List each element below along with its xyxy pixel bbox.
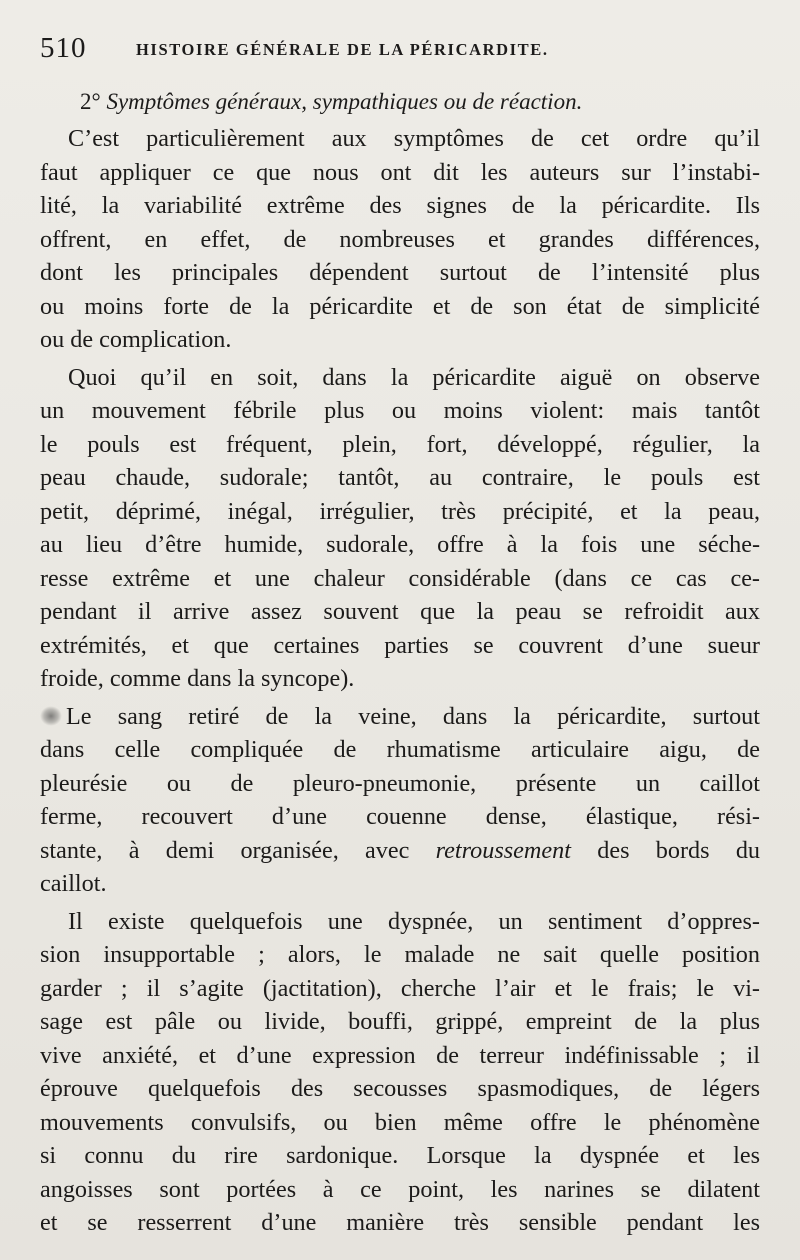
text-line: Il existe quelquefois une dyspnée, un sentiment d’oppres- (68, 907, 760, 935)
text-line: extrémités, et que certaines parties se couvrent d’une sueur (40, 631, 760, 659)
text-line: le pouls est fréquent, plein, fort, développé, régulier, la (40, 430, 760, 458)
text-line: peau chaude, sudorale; tantôt, au contraire, le pouls est (40, 464, 760, 491)
text-line: faut appliquer ce que nous ont dit les auteurs sur l’instabi- (40, 158, 760, 186)
paragraph-4 (40, 905, 760, 1240)
text-line: dont les principales dépendent surtout de l’intensité plus (40, 259, 760, 286)
page-header (40, 32, 760, 66)
paragraph-2 (40, 361, 760, 696)
text-line (40, 834, 760, 868)
text-line: angoisses sont portées à ce point, les narines se dilatent (40, 1175, 760, 1203)
text-line: un mouvement fébrile plus ou moins violent: mais tantôt (40, 397, 760, 424)
text-line: caillot. (40, 870, 107, 897)
text-line: lité, la variabilité extrême des signes de la péricardite. Ils (40, 192, 760, 219)
text-line: et se resserrent d’une manière très sensible pendant les (40, 1209, 760, 1236)
paragraph-3 (40, 700, 760, 901)
text-line: sion insupportable ; alors, le malade ne sait quelle position (40, 941, 760, 968)
text-segment: des bords du (597, 836, 760, 864)
text-line: froide, comme dans la syncope). (40, 665, 355, 692)
text-line: mouvements convulsifs, ou bien même offre le phénomène (40, 1108, 760, 1136)
ink-smudge-mark (40, 706, 62, 726)
text-line (40, 700, 760, 734)
text-line: Quoi qu’il en soit, dans la péricardite aiguë on observe (68, 363, 760, 391)
text-line: petit, déprimé, inégal, irrégulier, très précipité, et la peau, (40, 497, 760, 525)
text-line: pleurésie ou de pleuro-pneumonie, présente un caillot (40, 769, 760, 797)
paragraph-1 (40, 122, 760, 357)
italic-term: retroussement (435, 836, 571, 864)
text-line: éprouve quelquefois des secousses spasmodiques, de légers (40, 1075, 760, 1102)
text-line: pendant il arrive assez souvent que la peau se refroidit aux (40, 598, 760, 625)
running-title: HISTOIRE GÉNÉRALE DE LA PÉRICARDITE. (136, 40, 549, 59)
text-line: vive anxiété, et d’une expression de terreur indéfinissable ; il (40, 1041, 760, 1069)
text-line: au lieu d’être humide, sudorale, offre à la fois une séche- (40, 531, 760, 558)
section-heading (80, 86, 760, 118)
text-line: offrent, en effet, de nombreuses et grandes différences, (40, 225, 760, 253)
text-line: garder ; il s’agite (jactitation), cherche l’air et le frais; le vi- (40, 974, 760, 1002)
section-number: 2° (80, 89, 101, 114)
text-line: ou moins forte de la péricardite et de son état de simplicité (40, 292, 760, 320)
section-title: Symptômes généraux, sympathiques ou de réaction. (106, 89, 583, 114)
text-line: sage est pâle ou livide, bouffi, grippé, empreint de la plus (40, 1008, 760, 1035)
text-line: C’est particulièrement aux symptômes de cet ordre qu’il (68, 125, 760, 152)
text-line: ferme, recouvert d’une couenne dense, élastique, rési- (40, 803, 760, 830)
page-number: 510 (40, 32, 87, 64)
text-line: dans celle compliquée de rhumatisme articulaire aigu, de (40, 736, 760, 763)
text-segment: stante, à demi organisée, avec (40, 836, 410, 864)
text-line: ou de complication. (40, 326, 232, 353)
text-line-content: Le sang retiré de la veine, dans la péricardite, surtout (66, 702, 760, 730)
body-text (40, 86, 760, 1240)
text-line: resse extrême et une chaleur considérable (dans ce cas ce- (40, 564, 760, 592)
text-line: si connu du rire sardonique. Lorsque la dyspnée et les (40, 1142, 760, 1169)
